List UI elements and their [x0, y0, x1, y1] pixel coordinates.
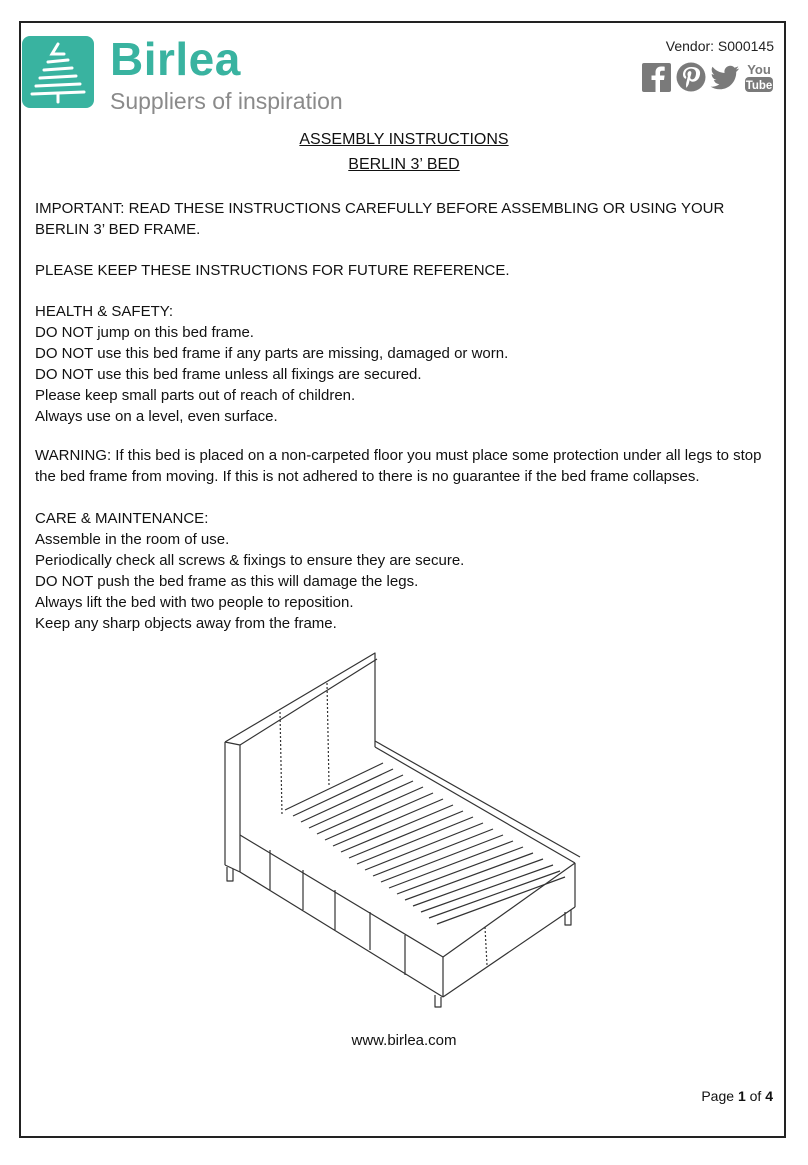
- list-item: DO NOT use this bed frame unless all fixings are secured.: [35, 366, 422, 383]
- list-item: Keep any sharp objects away from the frame.: [35, 615, 337, 632]
- care-heading: CARE & MAINTENANCE:: [35, 510, 209, 527]
- list-item: DO NOT push the bed frame as this will damage the legs.: [35, 573, 419, 590]
- warning-text: WARNING: If this bed is placed on a non-carpeted floor you must place some protection under all legs to stop the bed frame from moving. If this is not adhered to there is no guarantee if the bed frame collapses.: [35, 447, 762, 485]
- page-number: [701, 1088, 773, 1104]
- youtube-tube-text: Tube: [745, 80, 773, 92]
- youtube-icon[interactable]: [743, 60, 775, 94]
- bed-illustration: [215, 645, 590, 1015]
- intro-important: [35, 198, 775, 240]
- page-total: 4: [765, 1088, 773, 1104]
- health-safety-section: [35, 301, 775, 427]
- vendor-code: Vendor: S000145: [665, 38, 774, 54]
- health-safety-heading: HEALTH & SAFETY:: [35, 303, 174, 320]
- list-item: Always lift the bed with two people to reposition.: [35, 594, 354, 611]
- page-of: of: [745, 1088, 766, 1104]
- list-item: Always use on a level, even surface.: [35, 408, 278, 425]
- page-prefix: Page: [701, 1088, 738, 1104]
- intro-keep: [35, 260, 775, 281]
- list-item: DO NOT jump on this bed frame.: [35, 324, 254, 341]
- page-current: 1: [737, 1088, 746, 1104]
- list-item: DO NOT use this bed frame if any parts are missing, damaged or worn.: [35, 345, 509, 362]
- care-section: [35, 508, 775, 634]
- birlea-logo: [22, 30, 354, 122]
- list-item: Periodically check all screws & fixings to ensure they are secure.: [35, 552, 465, 569]
- warning-section: [35, 445, 775, 487]
- brand-name: Birlea: [110, 33, 241, 85]
- document-title: ASSEMBLY INSTRUCTIONS: [299, 131, 509, 148]
- document-subtitle: BERLIN 3’ BED: [348, 156, 460, 173]
- website-url[interactable]: www.birlea.com: [351, 1032, 457, 1049]
- list-item: Assemble in the room of use.: [35, 531, 230, 548]
- list-item: Please keep small parts out of reach of children.: [35, 387, 356, 404]
- pinterest-icon[interactable]: [675, 60, 707, 94]
- social-icons: [641, 60, 775, 96]
- youtube-you-text: You: [747, 62, 771, 77]
- twitter-icon[interactable]: [709, 60, 741, 94]
- brand-tagline: Suppliers of inspiration: [110, 88, 343, 114]
- facebook-icon[interactable]: [641, 60, 673, 94]
- keep-text: PLEASE KEEP THESE INSTRUCTIONS FOR FUTURE REFERENCE.: [35, 262, 510, 279]
- tree-logo-icon: [22, 36, 94, 108]
- important-text: IMPORTANT: READ THESE INSTRUCTIONS CAREFULLY BEFORE ASSEMBLING OR USING YOUR BERLIN 3’ BED FRAME.: [35, 200, 725, 238]
